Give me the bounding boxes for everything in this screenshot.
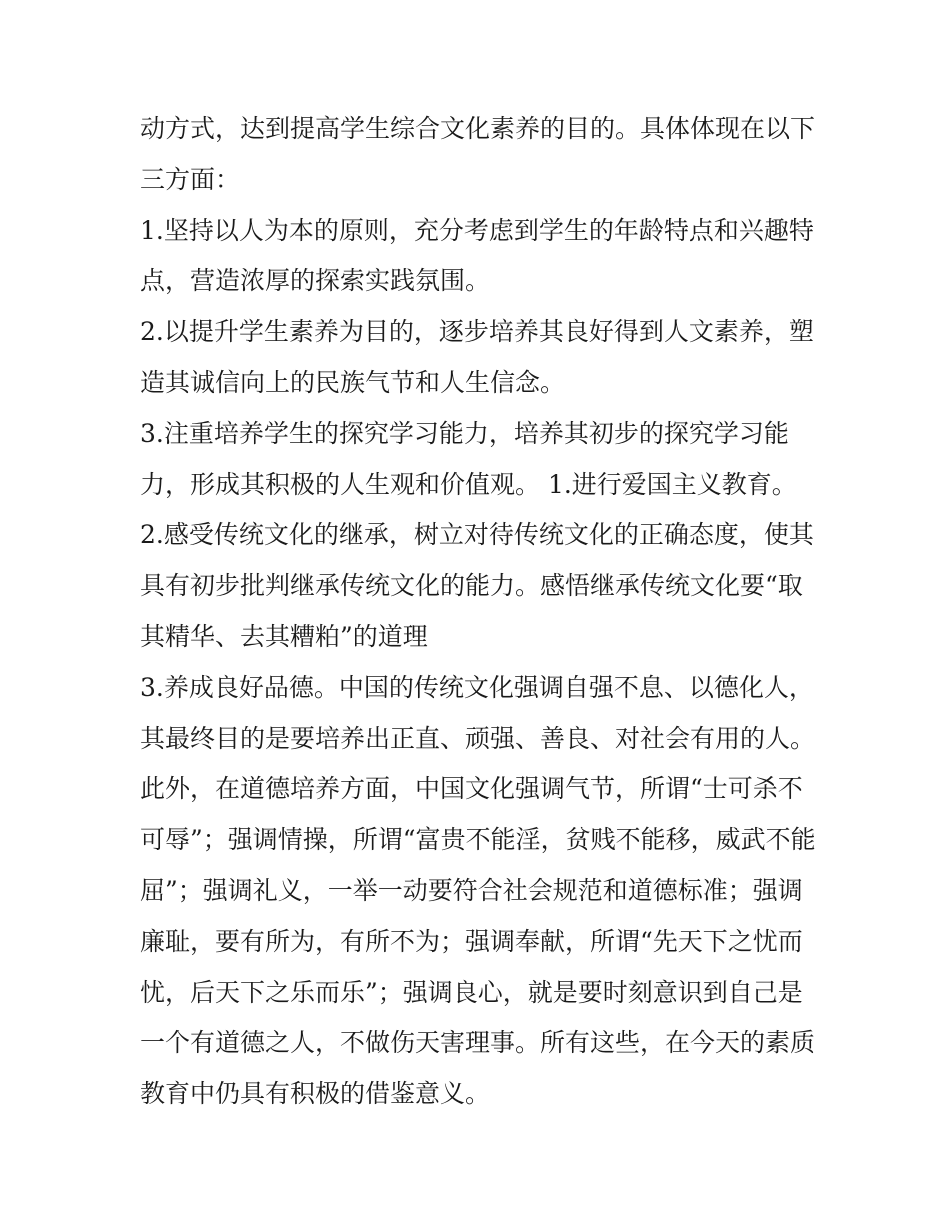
text-line: 造其诚信向上的民族气节和人生信念。 xyxy=(140,367,566,397)
text-line: 具有初步批判继承传统文化的能力。感悟继承传统文化要“取 xyxy=(140,571,803,601)
text-line: 点，营造浓厚的探索实践氛围。 xyxy=(140,266,491,296)
text-line: 2.以提升学生素养为目的，逐步培养其良好得到人文素养，塑 xyxy=(140,317,814,347)
body-text xyxy=(140,104,830,1120)
text-line: 廉耻，要有所为，有所不为；强调奉献，所谓“先天下之忧而 xyxy=(140,926,803,956)
text-line: 教育中仍具有积极的借鉴意义。 xyxy=(140,1079,491,1109)
text-line: 三方面： xyxy=(140,164,241,194)
text-line: 3.注重培养学生的探究学习能力，培养其初步的探究学习能 xyxy=(140,418,789,448)
text-line: 3.养成良好品德。中国的传统文化强调自强不息、以德化人， xyxy=(140,672,814,702)
text-line: 忧，后天下之乐而乐”；强调良心，就是要时刻意识到自己是 xyxy=(140,977,803,1007)
text-line: 此外，在道德培养方面，中国文化强调气节，所谓“士可杀不 xyxy=(140,774,803,804)
text-line: 一个有道德之人，不做伤天害理事。所有这些，在今天的素质 xyxy=(140,1028,816,1058)
text-line: 2.感受传统文化的继承，树立对待传统文化的正确态度，使其 xyxy=(140,520,814,550)
text-line: 可辱”；强调情操，所谓“富贵不能淫，贫贱不能移，威武不能 xyxy=(140,825,816,855)
text-line: 动方式，达到提高学生综合文化素养的目的。具体体现在以下 xyxy=(140,114,816,143)
text-line: 1.坚持以人为本的原则，充分考虑到学生的年龄特点和兴趣特 xyxy=(140,215,814,245)
text-line: 屈”；强调礼义，一举一动要符合社会规范和道德标准；强调 xyxy=(140,875,803,905)
text-line: 其精华、去其糟粕”的道理 xyxy=(140,621,428,651)
text-line: 其最终目的是要培养出正直、顽强、善良、对社会有用的人。 xyxy=(140,723,816,753)
text-line: 力，形成其积极的人生观和价值观。 1.进行爱国主义教育。 xyxy=(140,469,797,499)
